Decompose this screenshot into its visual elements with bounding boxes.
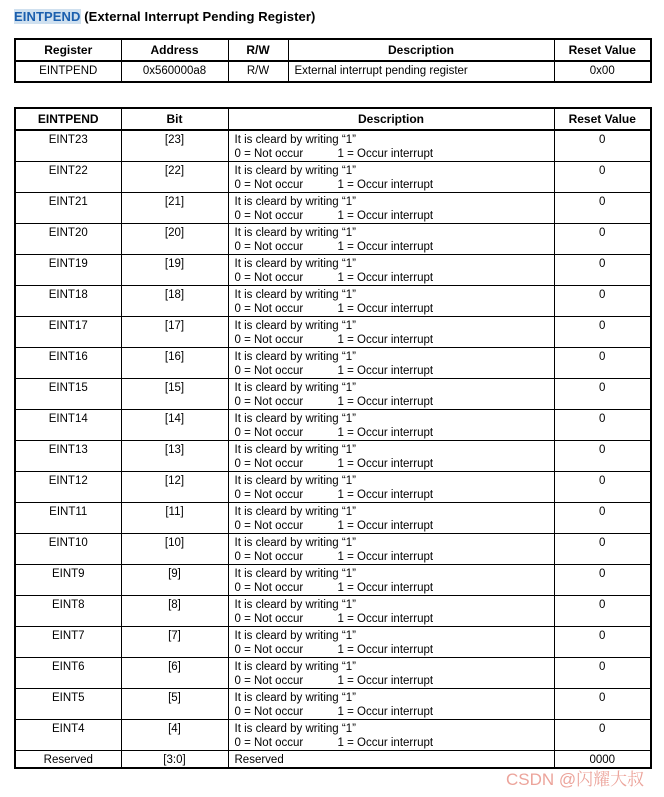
value-1-meaning: 1 = Occur interrupt xyxy=(337,582,434,594)
description-line-1: It is cleard by writing “1” xyxy=(234,413,356,425)
description-cell xyxy=(228,162,554,193)
value-1-meaning: 1 = Occur interrupt xyxy=(337,520,434,532)
summary-header-row xyxy=(15,39,651,61)
description-line-1: It is cleard by writing “1” xyxy=(234,444,356,456)
bit-cell: [20] xyxy=(121,224,228,255)
description-line-1: It is cleard by writing “1” xyxy=(234,227,356,239)
page-title-rest: (External Interrupt Pending Register) xyxy=(80,9,316,24)
description-cell xyxy=(228,658,554,689)
detail-header-row xyxy=(15,108,651,130)
reset-value-cell: 0 xyxy=(554,627,651,658)
description-line-2 xyxy=(235,550,554,564)
bit-row-eint7 xyxy=(15,627,651,658)
reset-value-cell: 0 xyxy=(554,534,651,565)
description-cell xyxy=(228,224,554,255)
bit-cell: [15] xyxy=(121,379,228,410)
field-name-cell: EINT15 xyxy=(15,379,121,410)
value-0-meaning: 0 = Not occur xyxy=(234,489,304,501)
description-line-2 xyxy=(235,674,554,688)
bit-row-eint6 xyxy=(15,658,651,689)
bit-row-eint20 xyxy=(15,224,651,255)
value-1-meaning: 1 = Occur interrupt xyxy=(337,179,434,191)
description-cell xyxy=(228,689,554,720)
description-line-2 xyxy=(235,488,554,502)
field-name-cell: EINT10 xyxy=(15,534,121,565)
field-name-cell: EINT4 xyxy=(15,720,121,751)
reset-value-cell: 0x00 xyxy=(554,61,651,82)
description-cell xyxy=(228,348,554,379)
description-cell xyxy=(228,565,554,596)
value-1-meaning: 1 = Occur interrupt xyxy=(337,644,434,656)
description-line-1: It is cleard by writing “1” xyxy=(234,630,356,642)
value-0-meaning: 0 = Not occur xyxy=(234,737,304,749)
value-0-meaning: 0 = Not occur xyxy=(234,706,304,718)
field-name-cell: EINT21 xyxy=(15,193,121,224)
description-cell xyxy=(228,410,554,441)
description-cell xyxy=(228,534,554,565)
description-line-2 xyxy=(235,612,554,626)
reset-value-cell: 0 xyxy=(554,565,651,596)
bit-row-reserved xyxy=(15,751,651,769)
reset-value-cell: 0 xyxy=(554,689,651,720)
bit-cell: [8] xyxy=(121,596,228,627)
description-cell xyxy=(228,441,554,472)
field-name-cell: EINT17 xyxy=(15,317,121,348)
bit-row-eint15 xyxy=(15,379,651,410)
register-summary-table xyxy=(14,38,652,83)
bit-cell: [21] xyxy=(121,193,228,224)
reset-value-cell: 0 xyxy=(554,286,651,317)
bit-row-eint8 xyxy=(15,596,651,627)
value-0-meaning: 0 = Not occur xyxy=(234,334,304,346)
value-0-meaning: 0 = Not occur xyxy=(234,241,304,253)
reset-value-cell: 0 xyxy=(554,255,651,286)
description-line-1: It is cleard by writing “1” xyxy=(234,382,356,394)
register-bit-detail-table xyxy=(14,107,652,769)
reset-value-cell: 0 xyxy=(554,130,651,162)
field-name-cell: EINT23 xyxy=(15,130,121,162)
description-line-1: It is cleard by writing “1” xyxy=(234,320,356,332)
bit-cell: [11] xyxy=(121,503,228,534)
bit-cell: [7] xyxy=(121,627,228,658)
bit-cell: [9] xyxy=(121,565,228,596)
bit-cell: [19] xyxy=(121,255,228,286)
description-line-2 xyxy=(235,271,554,285)
field-name-cell: EINT20 xyxy=(15,224,121,255)
value-1-meaning: 1 = Occur interrupt xyxy=(337,489,434,501)
value-0-meaning: 0 = Not occur xyxy=(234,148,304,160)
description-line-1: It is cleard by writing “1” xyxy=(234,351,356,363)
reset-value-cell: 0 xyxy=(554,410,651,441)
register-name-cell: EINTPEND xyxy=(15,61,121,82)
description-cell xyxy=(228,627,554,658)
register-name-highlight: EINTPEND xyxy=(14,9,81,24)
description-line-1: It is cleard by writing “1” xyxy=(234,506,356,518)
field-name-cell: EINT8 xyxy=(15,596,121,627)
value-1-meaning: 1 = Occur interrupt xyxy=(337,706,434,718)
description-line-2 xyxy=(235,643,554,657)
description-line-2 xyxy=(235,519,554,533)
column-header-register: Register xyxy=(15,39,121,61)
bit-row-eint9 xyxy=(15,565,651,596)
reset-value-cell: 0 xyxy=(554,317,651,348)
value-0-meaning: 0 = Not occur xyxy=(234,179,304,191)
description-cell xyxy=(228,472,554,503)
description-line-2 xyxy=(235,426,554,440)
reset-value-cell: 0 xyxy=(554,720,651,751)
description-line-2 xyxy=(235,147,554,161)
value-0-meaning: 0 = Not occur xyxy=(234,427,304,439)
reset-value-cell: 0 xyxy=(554,472,651,503)
description-cell xyxy=(228,286,554,317)
bit-cell: [13] xyxy=(121,441,228,472)
reset-value-cell: 0 xyxy=(554,596,651,627)
reset-value-cell: 0 xyxy=(554,224,651,255)
bit-row-eint17 xyxy=(15,317,651,348)
description-line-1: It is cleard by writing “1” xyxy=(234,537,356,549)
field-name-cell: EINT19 xyxy=(15,255,121,286)
value-1-meaning: 1 = Occur interrupt xyxy=(337,334,434,346)
bit-cell: [23] xyxy=(121,130,228,162)
reset-value-cell: 0 xyxy=(554,658,651,689)
value-1-meaning: 1 = Occur interrupt xyxy=(337,551,434,563)
value-0-meaning: 0 = Not occur xyxy=(234,675,304,687)
bit-row-eint22 xyxy=(15,162,651,193)
field-name-cell: EINT16 xyxy=(15,348,121,379)
bit-row-eint13 xyxy=(15,441,651,472)
bit-row-eint5 xyxy=(15,689,651,720)
reset-value-cell: 0 xyxy=(554,193,651,224)
bit-row-eint21 xyxy=(15,193,651,224)
column-header-eintpend: EINTPEND xyxy=(15,108,121,130)
value-0-meaning: 0 = Not occur xyxy=(234,551,304,563)
csdn-watermark: CSDN @闪耀大叔 xyxy=(506,770,645,789)
description-line-1: Reserved xyxy=(234,754,284,766)
column-header-description: Description xyxy=(288,39,554,61)
value-0-meaning: 0 = Not occur xyxy=(234,644,304,656)
field-name-cell: EINT5 xyxy=(15,689,121,720)
description-cell xyxy=(228,193,554,224)
description-line-2 xyxy=(235,581,554,595)
description-line-2 xyxy=(235,736,554,750)
value-1-meaning: 1 = Occur interrupt xyxy=(337,272,434,284)
field-name-cell: EINT7 xyxy=(15,627,121,658)
bit-cell: [10] xyxy=(121,534,228,565)
field-name-cell: EINT14 xyxy=(15,410,121,441)
field-name-cell: Reserved xyxy=(15,751,121,769)
value-1-meaning: 1 = Occur interrupt xyxy=(337,303,434,315)
value-1-meaning: 1 = Occur interrupt xyxy=(337,737,434,749)
value-1-meaning: 1 = Occur interrupt xyxy=(337,241,434,253)
value-0-meaning: 0 = Not occur xyxy=(234,613,304,625)
value-1-meaning: 1 = Occur interrupt xyxy=(337,365,434,377)
description-line-2 xyxy=(235,705,554,719)
description-line-2 xyxy=(235,240,554,254)
bit-cell: [5] xyxy=(121,689,228,720)
description-line-2 xyxy=(235,333,554,347)
value-1-meaning: 1 = Occur interrupt xyxy=(337,427,434,439)
column-header-bit: Bit xyxy=(121,108,228,130)
bit-row-eint16 xyxy=(15,348,651,379)
description-line-2 xyxy=(235,395,554,409)
bit-cell: [6] xyxy=(121,658,228,689)
address-cell: 0x560000a8 xyxy=(121,61,228,82)
reset-value-cell: 0 xyxy=(554,441,651,472)
description-line-1: It is cleard by writing “1” xyxy=(234,568,356,580)
value-1-meaning: 1 = Occur interrupt xyxy=(337,210,434,222)
bit-row-eint11 xyxy=(15,503,651,534)
bit-cell: [3:0] xyxy=(121,751,228,769)
field-name-cell: EINT13 xyxy=(15,441,121,472)
bit-row-eint23 xyxy=(15,130,651,162)
description-cell xyxy=(228,379,554,410)
column-header-address: Address xyxy=(121,39,228,61)
description-line-1: It is cleard by writing “1” xyxy=(234,723,356,735)
bit-row-eint18 xyxy=(15,286,651,317)
description-line-1: It is cleard by writing “1” xyxy=(234,258,356,270)
description-cell xyxy=(228,751,554,769)
value-0-meaning: 0 = Not occur xyxy=(234,272,304,284)
bit-cell: [14] xyxy=(121,410,228,441)
description-line-1: It is cleard by writing “1” xyxy=(234,196,356,208)
value-1-meaning: 1 = Occur interrupt xyxy=(337,613,434,625)
description-line-1: It is cleard by writing “1” xyxy=(234,475,356,487)
description-line-1: It is cleard by writing “1” xyxy=(234,661,356,673)
value-0-meaning: 0 = Not occur xyxy=(234,210,304,222)
rw-cell: R/W xyxy=(228,61,288,82)
reset-value-cell: 0 xyxy=(554,162,651,193)
bit-cell: [18] xyxy=(121,286,228,317)
column-header-description: Description xyxy=(228,108,554,130)
summary-data-row xyxy=(15,61,651,82)
description-cell xyxy=(228,596,554,627)
value-1-meaning: 1 = Occur interrupt xyxy=(337,396,434,408)
bit-cell: [12] xyxy=(121,472,228,503)
bit-row-eint19 xyxy=(15,255,651,286)
description-cell xyxy=(228,255,554,286)
bit-row-eint14 xyxy=(15,410,651,441)
field-name-cell: EINT9 xyxy=(15,565,121,596)
description-line-2 xyxy=(235,364,554,378)
description-line-1: It is cleard by writing “1” xyxy=(234,599,356,611)
description-line-1: It is cleard by writing “1” xyxy=(234,289,356,301)
description-line-1: It is cleard by writing “1” xyxy=(234,165,356,177)
field-name-cell: EINT22 xyxy=(15,162,121,193)
description-line-1: It is cleard by writing “1” xyxy=(234,134,356,146)
description-cell: External interrupt pending register xyxy=(288,61,554,82)
description-line-2 xyxy=(235,178,554,192)
field-name-cell: EINT11 xyxy=(15,503,121,534)
bit-cell: [4] xyxy=(121,720,228,751)
value-1-meaning: 1 = Occur interrupt xyxy=(337,458,434,470)
description-line-2 xyxy=(235,209,554,223)
description-line-1: It is cleard by writing “1” xyxy=(234,692,356,704)
column-header-reset-value: Reset Value xyxy=(554,39,651,61)
value-1-meaning: 1 = Occur interrupt xyxy=(337,148,434,160)
description-cell xyxy=(228,130,554,162)
column-header-reset-value: Reset Value xyxy=(554,108,651,130)
field-name-cell: EINT12 xyxy=(15,472,121,503)
bit-cell: [22] xyxy=(121,162,228,193)
reset-value-cell: 0 xyxy=(554,348,651,379)
field-name-cell: EINT6 xyxy=(15,658,121,689)
value-0-meaning: 0 = Not occur xyxy=(234,396,304,408)
value-1-meaning: 1 = Occur interrupt xyxy=(337,675,434,687)
description-cell xyxy=(228,317,554,348)
field-name-cell: EINT18 xyxy=(15,286,121,317)
bit-row-eint4 xyxy=(15,720,651,751)
description-line-2 xyxy=(235,302,554,316)
value-0-meaning: 0 = Not occur xyxy=(234,458,304,470)
description-cell xyxy=(228,503,554,534)
reset-value-cell: 0 xyxy=(554,379,651,410)
reset-value-cell: 0 xyxy=(554,503,651,534)
bit-cell: [16] xyxy=(121,348,228,379)
reset-value-cell: 0000 xyxy=(554,751,651,769)
column-header-r-w: R/W xyxy=(228,39,288,61)
description-line-2 xyxy=(235,457,554,471)
bit-cell: [17] xyxy=(121,317,228,348)
description-cell xyxy=(228,720,554,751)
bit-row-eint12 xyxy=(15,472,651,503)
bit-row-eint10 xyxy=(15,534,651,565)
value-0-meaning: 0 = Not occur xyxy=(234,520,304,532)
value-0-meaning: 0 = Not occur xyxy=(234,303,304,315)
value-0-meaning: 0 = Not occur xyxy=(234,582,304,594)
page-title xyxy=(14,9,664,24)
value-0-meaning: 0 = Not occur xyxy=(234,365,304,377)
